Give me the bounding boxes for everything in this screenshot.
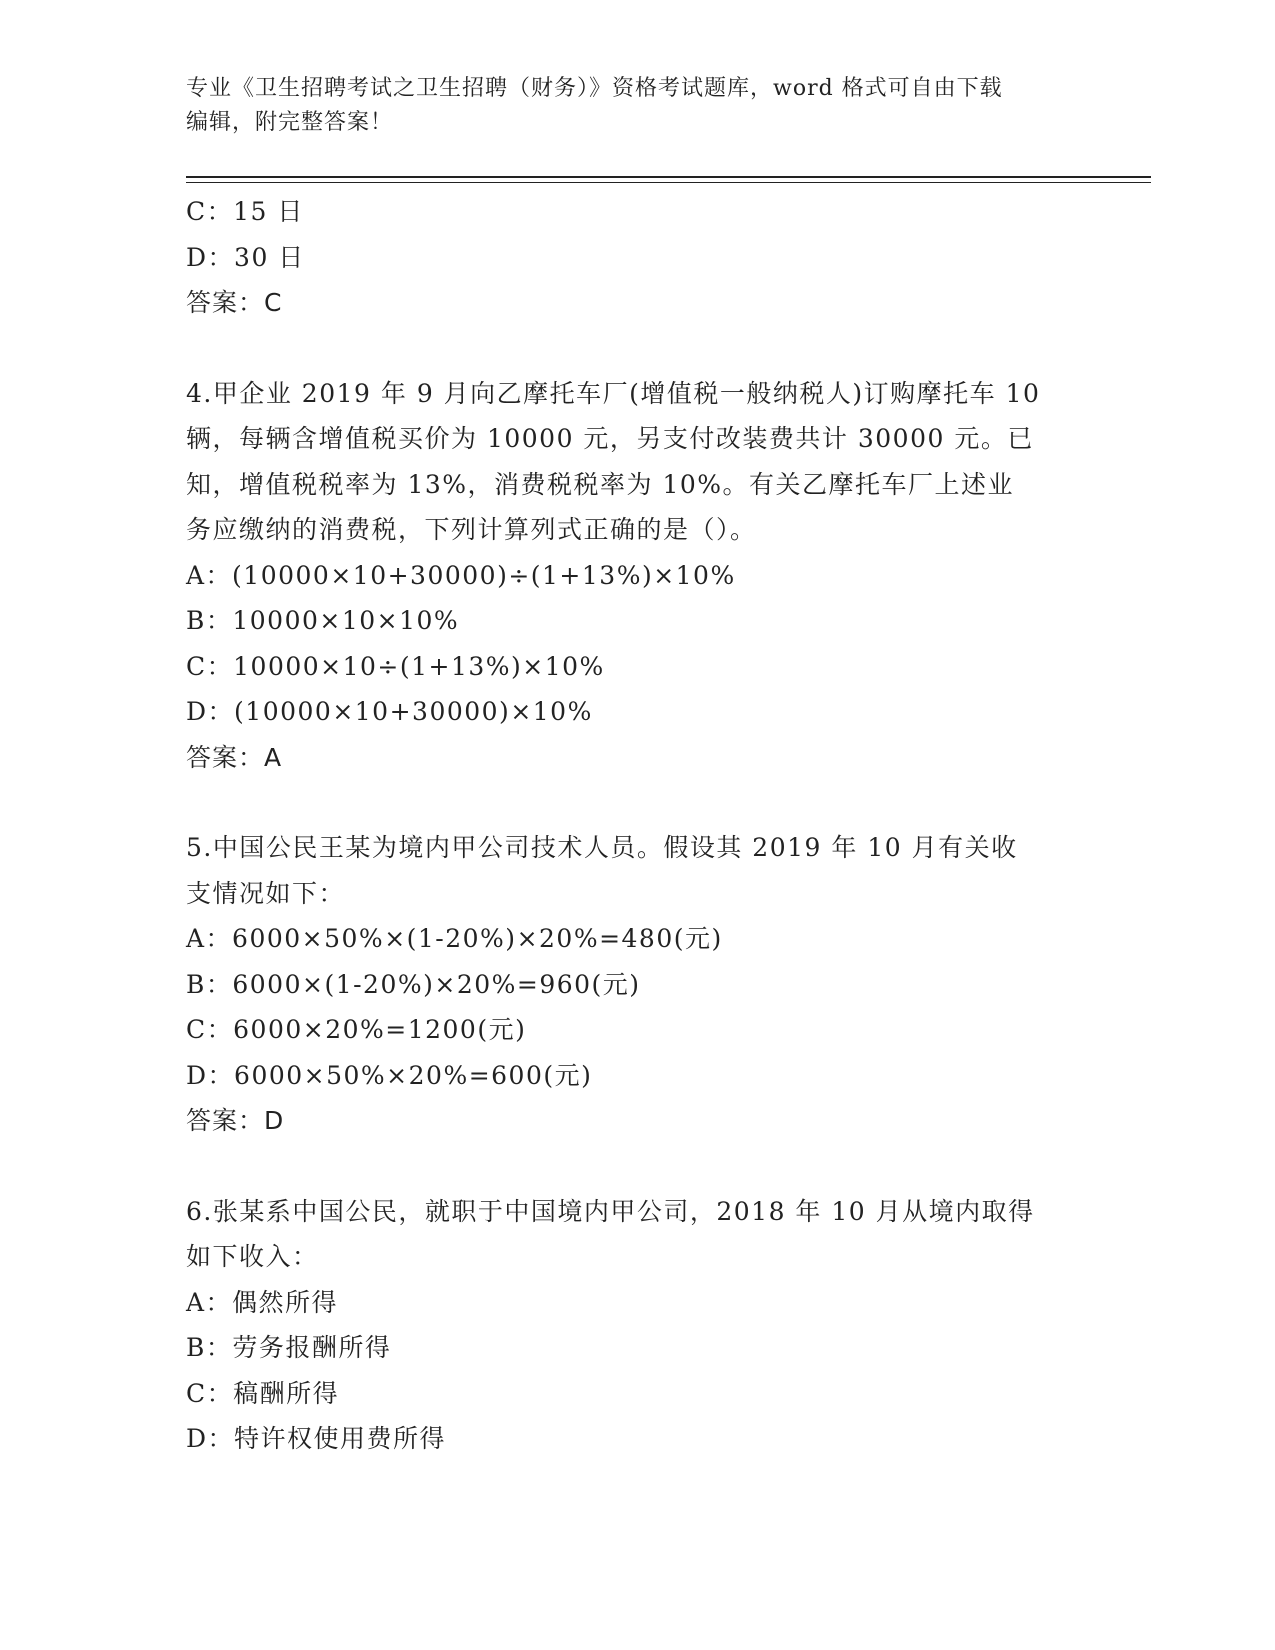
option-b: B：6000×(1-20%)×20%=960(元) (186, 969, 641, 999)
question-list (186, 189, 1086, 1462)
option-d: D：30 日 (186, 242, 305, 272)
header-divider-thin (186, 182, 1151, 183)
option-d: D：(10000×10+30000)×10% (186, 697, 593, 726)
option-a: A：偶然所得 (186, 1287, 339, 1317)
spacer (186, 780, 1086, 825)
question-stem-line: 5.中国公民王某为境内甲公司技术人员。假设其 2019 年 10 月有关收 (186, 833, 1018, 862)
header-divider-thick (186, 176, 1151, 178)
question-stem-line: 4.甲企业 2019 年 9 月向乙摩托车厂(增值税一般纳税人)订购摩托车 10 (186, 378, 1041, 408)
option-b: B：劳务报酬所得 (186, 1333, 392, 1362)
option-c: C：稿酬所得 (186, 1378, 340, 1408)
option-c: C：10000×10÷(1+13%)×10% (186, 651, 605, 681)
option-b: B：10000×10×10% (186, 606, 460, 635)
option-d: D：6000×50%×20%=600(元) (186, 1060, 593, 1090)
header-line-1: 专业《卫生招聘考试之卫生招聘（财务）》资格考试题库，word 格式可自由下载 (186, 76, 1003, 101)
option-c: C：15 日 (186, 197, 304, 226)
answer-line: 答案：C (186, 288, 283, 317)
page-header (186, 72, 1086, 140)
question-3-tail (186, 189, 1086, 326)
spacer (186, 1144, 1086, 1189)
spacer (186, 326, 1086, 371)
option-a: A：6000×50%×(1-20%)×20%=480(元) (186, 924, 723, 953)
answer-line: 答案：D (186, 1106, 285, 1135)
question-stem-line: 知，增值税税率为 13%，消费税税率为 10%。有关乙摩托车厂上述业 (186, 469, 1015, 499)
question-stem-line: 如下收入： (186, 1242, 319, 1271)
question-stem-line: 支情况如下： (186, 878, 346, 908)
header-line-2: 编辑，附完整答案！ (186, 110, 394, 135)
question-stem-line: 6.张某系中国公民，就职于中国境内甲公司，2018 年 10 月从境内取得 (186, 1196, 1035, 1226)
question-4 (186, 371, 1086, 781)
option-c: C：6000×20%=1200(元) (186, 1015, 527, 1044)
option-d: D：特许权使用费所得 (186, 1424, 447, 1453)
option-a: A：(10000×10+30000)÷(1+13%)×10% (186, 560, 736, 590)
question-6 (186, 1189, 1086, 1462)
question-stem-line: 辆，每辆含增值税买价为 10000 元，另支付改装费共计 30000 元。已 (186, 424, 1034, 453)
answer-line: 答案：A (186, 742, 283, 772)
question-stem-line: 务应缴纳的消费税，下列计算列式正确的是（）。 (186, 515, 757, 544)
question-5 (186, 825, 1086, 1144)
